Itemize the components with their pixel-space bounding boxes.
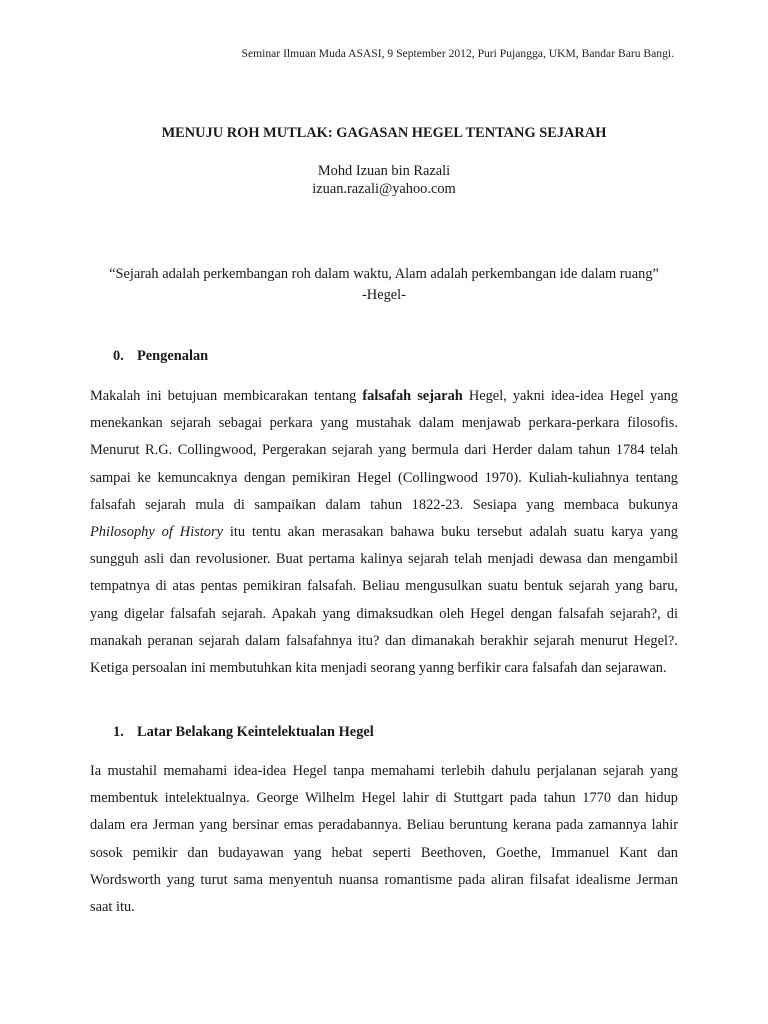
paragraph-text: Hegel, yakni idea-idea Hegel yang menekankan sejarah sebagai perkara yang mustahak dalam menjawab perkara-perkara filosofis. Menurut R.G. Collingwood, Pergerakan sejarah yang bermula dari Herder dalam tahun 1784 telah sampai ke kemuncaknya dengan pemikiran Hegel (Collingwood 1970). Kuliah-kuliahnya tentang falsafah sejarah mula di sampaikan dalam tahun 1822-23. Sesiapa yang membaca bukunya [90, 388, 679, 513]
epigraph [0, 264, 768, 306]
section-title: Latar Belakang Keintelektualan Hegel [137, 724, 374, 740]
author-email: izuan.razali@yahoo.com [312, 181, 456, 197]
section-number: 1. [113, 724, 124, 740]
epigraph-attribution: -Hegel- [362, 287, 406, 303]
running-header: Seminar Ilmuan Muda ASASI, 9 September 2012, Puri Pujangga, UKM, Bandar Baru Bangi. [241, 47, 674, 60]
bold-term: falsafah sejarah [362, 388, 463, 404]
section-heading-pengenalan [113, 348, 208, 365]
paragraph-latar-belakang [90, 758, 678, 921]
paragraph-pengenalan [90, 383, 678, 682]
author-name: Mohd Izuan bin Razali [317, 163, 451, 179]
book-title: Philosophy of History [90, 524, 223, 541]
section-heading-latar-belakang [113, 724, 374, 741]
author-block [0, 162, 768, 198]
paragraph-text: itu tentu akan merasakan bahawa buku tersebut adalah suatu karya yang sungguh asli dan revolusioner. Buat pertama kalinya sejarah telah menjadi dewasa dan mengambil tempatnya di atas pentas pemikiran falsafah. Beliau mengusulkan suatu bentuk sejarah yang baru, yang digelar falsafah sejarah. Apakah yang dimaksudkan oleh Hegel dengan falsafah sejarah?, di manakah peranan sejarah dalam falsafahnya itu? dan dimanakah berakhir sejarah menurut Hegel?. Ketiga persoalan ini membutuhkan kita menjadi seorang yanng berfikir cara falsafah dan sejarawan. [90, 524, 679, 677]
epigraph-text: “Sejarah adalah perkembangan roh dalam waktu, Alam adalah perkembangan ide dalam ruang” [109, 266, 659, 282]
paragraph-text: Makalah ini betujuan membicarakan tentang [90, 388, 363, 404]
section-title: Pengenalan [137, 348, 209, 364]
section-number: 0. [113, 348, 124, 364]
paragraph-text: Ia mustahil memahami idea-idea Hegel tanpa memahami terlebih dahulu perjalanan sejarah yang membentuk intelektualnya. George Wilhelm Hegel lahir di Stuttgart pada tahun 1770 dan hidup dalam era Jerman yang bersinar emas peradabannya. Beliau beruntung kerana pada zamannya lahir sosok pemikir dan budayawan yang hebat seperti Beethoven, Goethe, Immanuel Kant dan Wordsworth yang turut sama menyentuh nuansa romantisme pada aliran filsafat idealisme Jerman saat itu. [90, 763, 678, 916]
paper-title: MENUJU ROH MUTLAK: GAGASAN HEGEL TENTANG SEJARAH [161, 125, 607, 141]
